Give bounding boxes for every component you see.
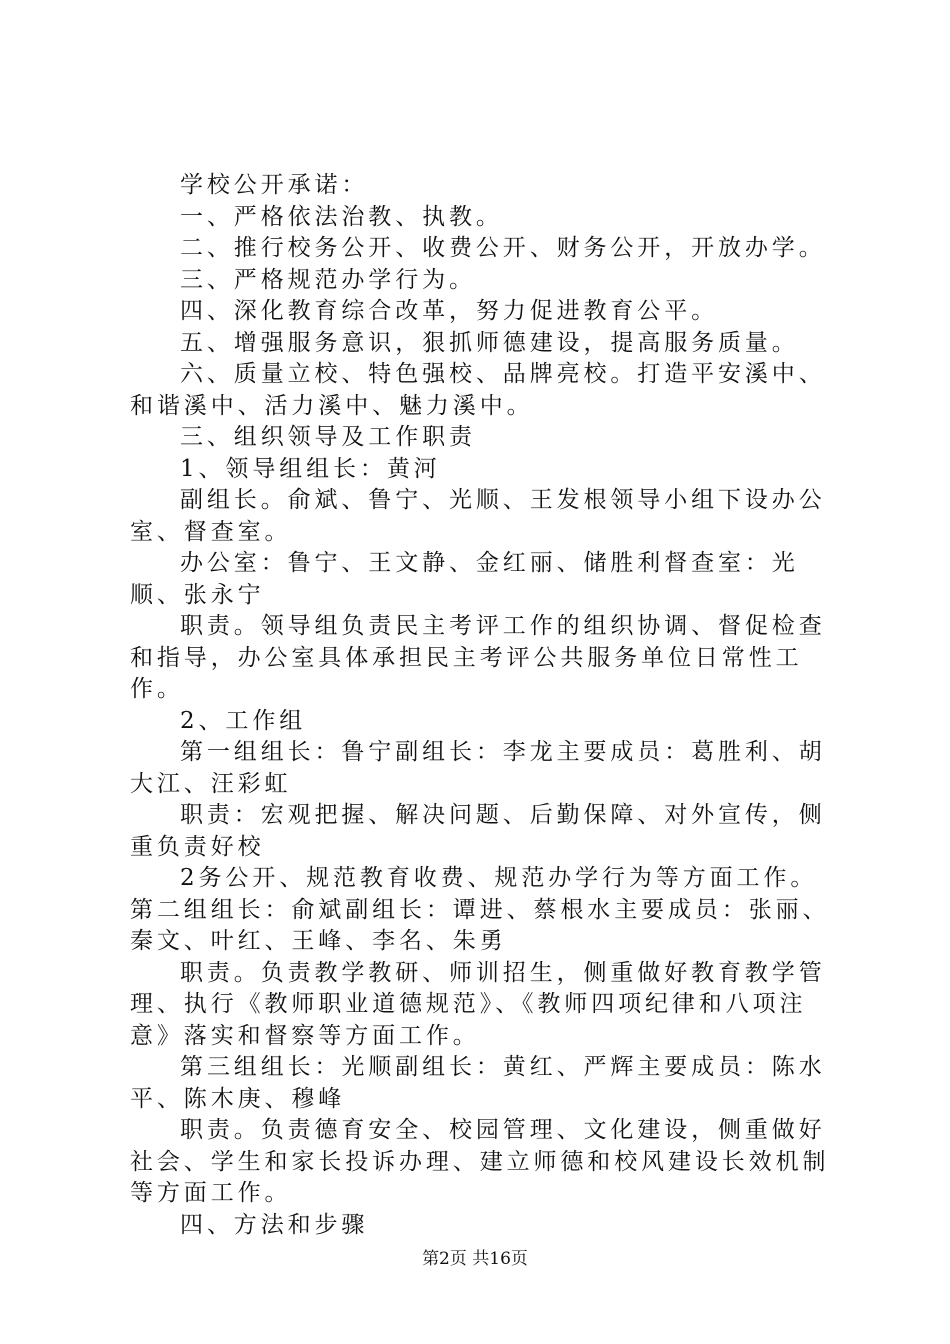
paragraph: 第一组组长：鲁宁副组长：李龙主要成员：葛胜利、胡大江、汪彩虹 — [130, 739, 826, 797]
paragraph: 1、领导组组长：黄河 — [180, 455, 441, 482]
paragraph: 职责。负责德育安全、校园管理、文化建设，侧重做好社会、学生和家长投诉办理、建立师德和校风建设长效机制等方面工作。 — [130, 1117, 830, 1206]
paragraph: 一、严格依法治教、执教。 — [180, 203, 503, 230]
section-heading: 四、方法和步骤 — [180, 1211, 369, 1238]
paragraph: 2务公开、规范教育收费、规范办学行为等方面工作。第二组组长：俞斌副组长：谭进、蔡根水主要成员：张丽、秦文、叶红、王峰、李名、朱勇 — [130, 865, 830, 954]
page-footer: 第2页 共16页 — [422, 1249, 528, 1269]
paragraph: 二、推行校务公开、收费公开、财务公开，开放办学。 — [180, 235, 826, 261]
paragraph: 六、质量立校、特色强校、品牌亮校。打造平安溪中、和谐溪中、活力溪中、魅力溪中。 — [130, 361, 826, 419]
document-body — [130, 170, 835, 1241]
paragraph: 学校公开承诺： — [180, 172, 369, 198]
paragraph: 四、深化教育综合改革，努力促进教育公平。 — [180, 298, 718, 324]
paragraph: 三、严格规范办学行为。 — [180, 266, 476, 293]
paragraph: 职责：宏观把握、解决问题、后勤保障、对外宣传，侧重负责好校 — [130, 802, 826, 860]
paragraph: 第三组组长：光顺副组长：黄红、严辉主要成员：陈水平、陈木庚、穆峰 — [130, 1054, 826, 1112]
paragraph: 副组长。俞斌、鲁宁、光顺、王发根领导小组下设办公室、督查室。 — [130, 487, 826, 545]
paragraph: 办公室：鲁宁、王文静、金红丽、储胜利督查室：光顺、张永宁 — [130, 550, 799, 608]
paragraph: 职责。领导组负责民主考评工作的组织协调、督促检查和指导，办公室具体承担民主考评公共服务单位日常性工作。 — [130, 613, 826, 702]
paragraph: 五、增强服务意识，狠抓师德建设，提高服务质量。 — [180, 329, 799, 356]
paragraph: 职责。负责教学教研、师训招生，侧重做好教育教学管理、执行《教师职业道德规范》、《教师四项纪律和八项注意》落实和督察等方面工作。 — [130, 959, 826, 1049]
section-heading: 三、组织领导及工作职责 — [180, 424, 476, 450]
paragraph: 2、工作组 — [180, 707, 307, 734]
